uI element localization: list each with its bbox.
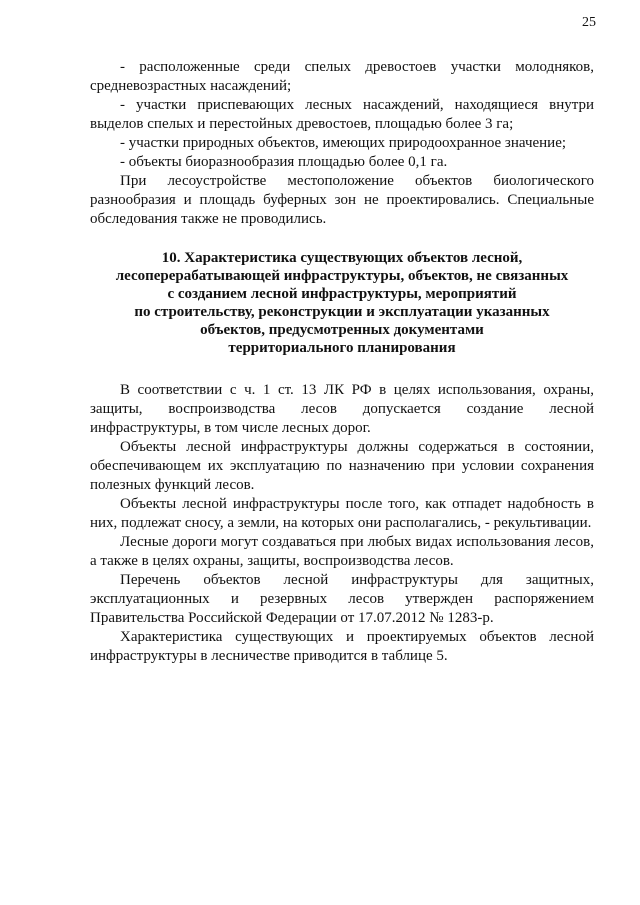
section-heading — [90, 249, 594, 357]
list-item: - участки природных объектов, имеющих природоохранное значение; — [120, 135, 567, 151]
body-paragraph: В соответствии с ч. 1 ст. 13 ЛК РФ в целях использования, охраны, защиты, воспроизводства лесов допускается создание лесной инфраструктуры, в том числе лесных дорог. — [90, 382, 594, 436]
intro-paragraph: При лесоустройстве местоположение объектов биологического разнообразия и площадь буферных зон не проектировались. Специальные обследования также не проводились. — [90, 173, 594, 227]
page-content — [90, 58, 594, 666]
section-heading-line: территориального планирования — [228, 340, 456, 356]
body-paragraph: Перечень объектов лесной инфраструктуры для защитных, эксплуатационных и резервных лесов утвержден распоряжением Правительства Российской Федерации от 17.07.2012 № 1283-р. — [90, 572, 594, 626]
section-heading-line: объектов, предусмотренных документами — [200, 322, 484, 338]
section-heading-line: с созданием лесной инфраструктуры, мероприятий — [167, 286, 517, 302]
body-paragraph: Объекты лесной инфраструктуры должны содержаться в состоянии, обеспечивающем их эксплуатацию по назначению при условии сохранения полезных функций лесов. — [90, 439, 594, 493]
list-item: - объекты биоразнообразия площадью более 0,1 га. — [120, 154, 448, 170]
section-heading-line: по строительству, реконструкции и эксплуатации указанных — [134, 304, 550, 320]
body-paragraph: Характеристика существующих и проектируемых объектов лесной инфраструктуры в лесничестве приводится в таблице 5. — [90, 629, 594, 664]
body-paragraph: Объекты лесной инфраструктуры после того, как отпадет надобность в них, подлежат сносу, а земли, на которых они располагались, - рекультивации. — [90, 496, 594, 531]
list-item: - участки приспевающих лесных насаждений, находящиеся внутри выделов спелых и перестойных древостоев, площадью более 3 га; — [90, 97, 594, 132]
section-heading-line: лесоперерабатывающей инфраструктуры, объектов, не связанных — [115, 268, 569, 284]
page-number: 25 — [582, 15, 596, 30]
section-heading-line: 10. Характеристика существующих объектов лесной, — [161, 250, 523, 266]
list-item: - расположенные среди спелых древостоев участки молодняков, средневозрастных насаждений; — [90, 59, 594, 94]
body-paragraph: Лесные дороги могут создаваться при любых видах использования лесов, а также в целях охраны, защиты, воспроизводства лесов. — [90, 534, 594, 569]
